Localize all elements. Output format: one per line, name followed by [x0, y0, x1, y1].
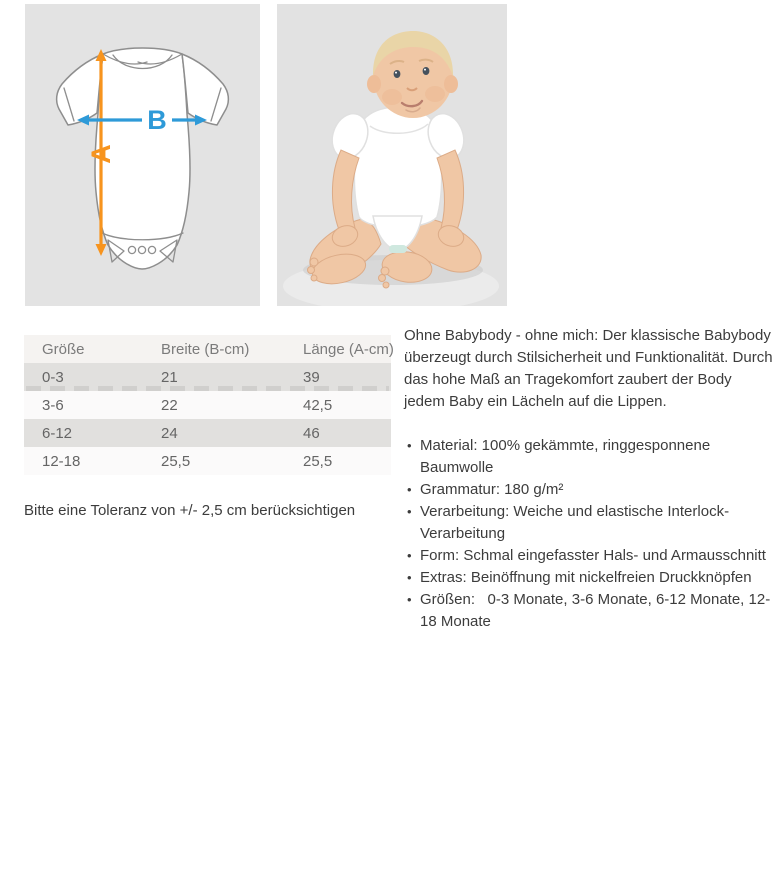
product-description-section [404, 325, 775, 633]
table-row [24, 391, 391, 419]
bodysuit-measurement-diagram [25, 4, 260, 306]
length-label: A [86, 144, 116, 164]
product-description: Ohne Babybody - ohne mich: Der klassische Babybody überzeugt durch Stilsicherheit und Funktionalität. Durch das hohe Maß an Tragekomfort zaubert der Body jedem Baby ein Lächeln auf die Lippen. [404, 327, 773, 410]
size-diagram-panel [25, 4, 260, 306]
baby-photo [277, 4, 507, 306]
feature-item-form: • Form: Schmal eingefasster Hals- und Armausschnitt [420, 545, 775, 567]
table-row [24, 363, 391, 391]
feature-item-grammatur: • Grammatur: 180 g/m² [420, 479, 775, 501]
table-row [24, 447, 391, 475]
cell-width: 21 [161, 368, 178, 386]
feature-item-material: • Material: 100% gekämmte, ringgesponnene Baumwolle [420, 435, 775, 479]
tolerance-note: Bitte eine Toleranz von +/- 2,5 cm berücksichtigen [24, 502, 356, 519]
width-label: B [147, 105, 167, 135]
feature-list [404, 435, 775, 633]
feature-item-verarbeitung: • Verarbeitung: Weiche und elastische Interlock-Verarbeitung [420, 501, 775, 545]
cell-width: 22 [161, 396, 178, 414]
cell-size: 6-12 [42, 424, 73, 442]
cell-length: 39 [303, 368, 320, 386]
cell-size: 12-18 [42, 452, 81, 470]
column-header-length: Länge (A-cm) [303, 340, 394, 358]
baby-photo-panel [277, 4, 507, 306]
feature-item-extras: • Extras: Beinöffnung mit nickelfreien Druckknöpfen [420, 567, 775, 589]
cell-size: 0-3 [42, 368, 64, 386]
cell-length: 42,5 [303, 396, 333, 414]
cell-width: 25,5 [161, 452, 191, 470]
cell-width: 24 [161, 424, 178, 442]
size-table [24, 335, 394, 475]
table-row [24, 419, 391, 447]
feature-item-groessen: • Größen: 0-3 Monate, 3-6 Monate, 6-12 Monate, 12-18 Monate [420, 589, 775, 633]
column-header-size: Größe [42, 340, 85, 358]
size-table-header [24, 335, 394, 363]
cell-length: 46 [303, 424, 320, 442]
cell-length: 25,5 [303, 452, 333, 470]
column-header-width: Breite (B-cm) [161, 340, 250, 358]
cell-size: 3-6 [42, 396, 64, 414]
